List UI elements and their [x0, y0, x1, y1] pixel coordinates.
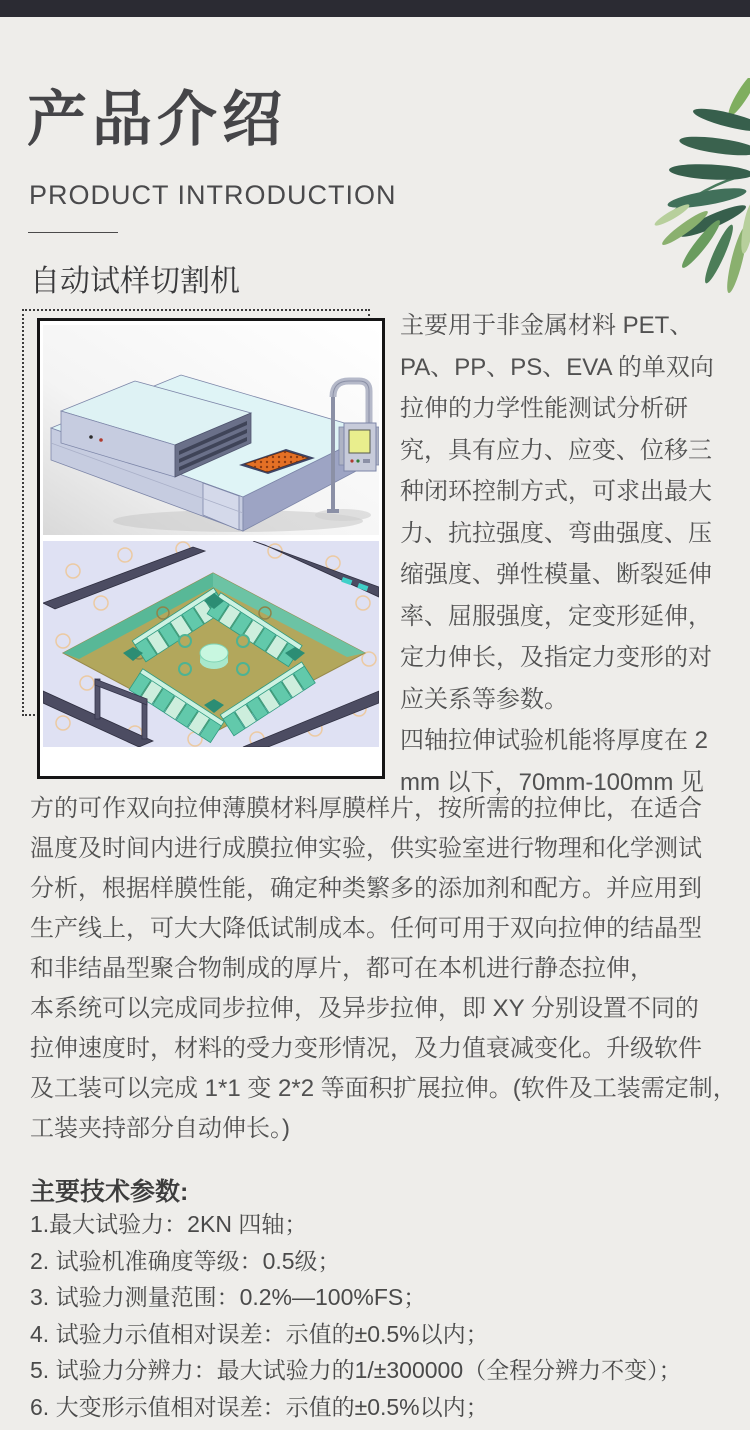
spec-item: 5. 试验力分辨力：最大试验力的1/±300000（全程分辨力不变）；: [30, 1357, 682, 1383]
section-title: 自动试样切割机: [30, 265, 240, 298]
intro-line: 和非结晶型聚合物制成的厚片，都可在本机进行静态拉伸，: [30, 955, 654, 982]
intro-line: 温度及时间内进行成膜拉伸实验，供实验室进行物理和化学测试: [30, 835, 702, 862]
intro-line: mm 以下，70mm-100mm 见: [400, 768, 705, 796]
intro-line: 工装夹持部分自动伸长。): [30, 1115, 290, 1142]
intro-line: 生产线上，可大大降低试制成本。任何可用于双向拉伸的结晶型: [30, 915, 702, 942]
specs-heading: 主要技术参数:: [30, 1178, 189, 1206]
top-dark-bar: [0, 0, 750, 17]
intro-line: 力、抗拉强度、弯曲强度、压: [400, 519, 712, 547]
intro-line: 主要用于非金属材料 PET、: [400, 312, 694, 339]
specs-list: [30, 1206, 740, 1425]
fixture-render-image: [43, 541, 379, 747]
product-image-panel: [37, 318, 385, 779]
intro-line: 及工装可以完成 1*1 变 2*2 等面积扩展拉伸。(软件及工装需定制，: [30, 1075, 737, 1102]
spec-item: 4. 试验力示值相对误差：示值的±0.5%以内；: [30, 1320, 489, 1347]
intro-line: 方的可作双向拉伸薄膜材料厚膜样片，按所需的拉伸比，在适合: [30, 795, 702, 822]
intro-line: 拉伸速度时，材料的受力变形情况，及力值衰减变化。升级软件: [30, 1035, 702, 1062]
title-divider: [28, 232, 118, 233]
intro-line: 本系统可以完成同步拉伸，及异步拉伸，即 XY 分别设置不同的: [30, 995, 699, 1022]
intro-right-column: [400, 305, 735, 803]
intro-line: 率、屈服强度，定变形延伸，: [400, 602, 712, 630]
intro-full-width: [30, 789, 740, 1149]
page-title: 产品介绍: [27, 86, 287, 153]
machine-render-image: [43, 325, 379, 535]
intro-line: 种闭环控制方式，可求出最大: [400, 478, 712, 505]
intro-line: 缩强度、弹性模量、断裂延伸: [400, 561, 712, 588]
intro-line: 四轴拉伸试验机能将厚度在 2: [400, 727, 709, 754]
spec-item: 3. 试验力测量范围：0.2%—100%FS；: [30, 1284, 427, 1310]
intro-line: 分析，根据样膜性能，确定种类繁多的添加剂和配方。并应用到: [30, 875, 702, 902]
page-subtitle: PRODUCT INTRODUCTION: [29, 180, 397, 210]
spec-item: 1.最大试验力：2KN 四轴；: [30, 1211, 308, 1237]
palm-leaf-icon: [645, 78, 750, 293]
intro-line: PA、PP、PS、EVA 的单双向: [400, 353, 714, 381]
intro-line: 定力伸长，及指定力变形的对: [400, 644, 712, 671]
spec-item: 6. 大变形示值相对误差：示值的±0.5%以内；: [30, 1393, 489, 1420]
intro-line: 究，具有应力、应变、位移三: [400, 436, 712, 464]
intro-line: 应关系等参数。: [400, 685, 568, 713]
intro-line: 拉伸的力学性能测试分析研: [400, 395, 688, 422]
spec-item: 2. 试验机准确度等级：0.5级；: [30, 1247, 341, 1274]
